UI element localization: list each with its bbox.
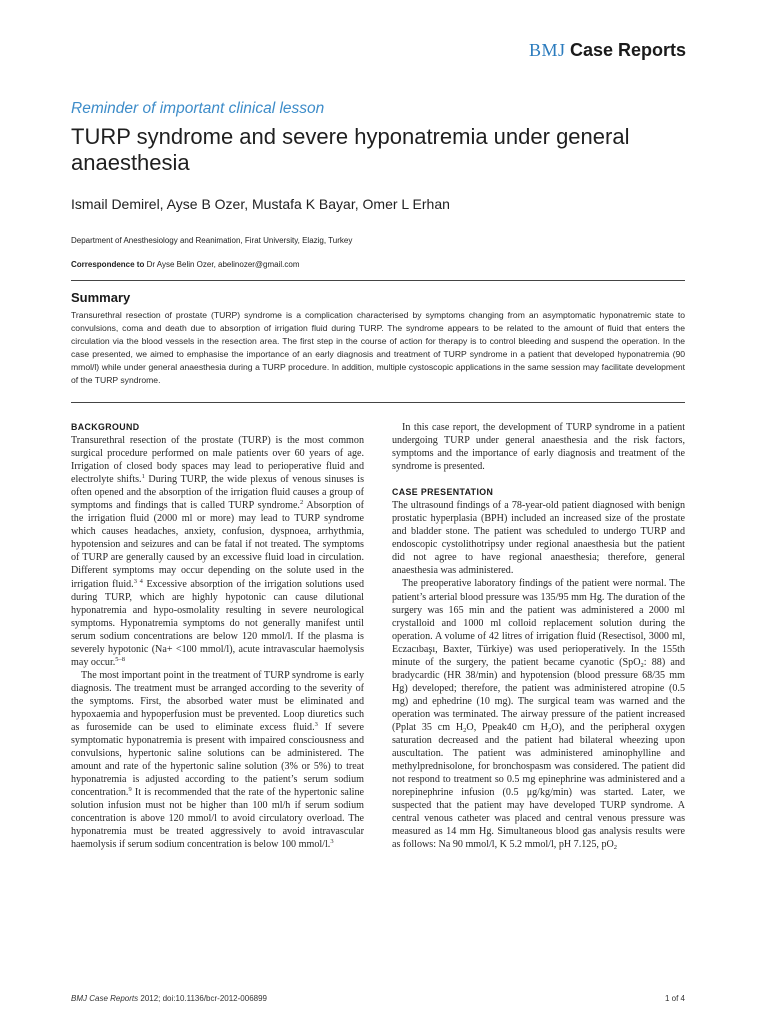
citation: 1 — [141, 473, 145, 481]
citation: 9 — [128, 786, 132, 794]
page-number: 1 of 4 — [664, 994, 685, 1003]
background-paragraph-1: Transurethral resection of the prostate (TURP) is the most common surgical procedure performed on male patients over 60 years of age. Irrigation of closed body spaces may lead to perioperative fluid and electrolyte shifts.$^1$ During TURP, the wide plexus of venous sinuses is often opened and the absorption of the irrigation fluid causes a group of symptoms and findings that is called TURP syndrome.$^2$ Absorption of the irrigation fluid (2000 ml or more) may lead to TURP syndrome which causes headaches, anxiety, confusion, dyspnoea, arrhythmia, hypotension and seizures and can be fatal if not treated. The symptoms of TURP are generally caused by an excessive fluid load in circulation. Different symptoms may occur depending on the solute used in the irrigation fluid.$^{3 4}$ Excessive absorption of the irrigation solutions used during TURP, which are highly hypotonic can cause dilutional hyponatremia and hypo-osmolality resulting in severe neurological symptoms. Hyponatremia symptoms do not generally manifest until serum sodium concentrations are below 120 mmol/l. If the plasma is severely hypotonic (Na+ <100 mmol/l), acute intravascular haemolysis may occur.$^{5-8}$ — [71, 435, 365, 668]
summary-top-rule — [71, 280, 685, 281]
correspondence-label: Correspondence to — [71, 260, 145, 269]
summary-heading: Summary — [71, 290, 131, 305]
journal-name: Case Reports — [569, 40, 686, 60]
subscript: 2 — [613, 844, 618, 852]
affiliation: Department of Anesthesiology and Reanimation, Firat University, Elazig, Turkey — [71, 236, 353, 245]
case-paragraph-2: The preoperative laboratory findings of the patient were normal. The patient’s arterial blood pressure was 135/95 mm Hg. The duration of the surgery was 165 min and the patient was administered a 2000 ml crystalloid and 1000 ml colloid replacement solution during the operation. A volume of 42 litres of irrigation fluid (Resectisol, 3000 ml, Eczacıbaşı, Baxter, Türkiye) was used perioperatively. In the 155th minute of the surgery, the patient became cyanotic (SpO$_2$: 88) and bradycardic (HR 38/min) and hypotension (blood pressure 68/35 mm Hg) developed; therefore, the patient was administered atropine (0.5 mg) and ephedrine (10 mg). The surgical team was warned and the operation was terminated. The airway pressure of the patient increased (Pplat 35 cm $H_2O$, Ppeak40 cm $H_2O$), and the peripheral oxygen saturation decreased and the patient had bilateral wheezing upon auscultation. The patient was administered aminophylline and methylprednisolone, for bronchospasm was considered. The patient did not respond to treatment so 0.5 mg epinephrine was administered and a norepinephrine infusion (0.5 μg/kg/min) was started. Later, we suspected that the patient may have developed TURP syndrome. A central venous catheter was placed and central venous pressure was measured as 14 mm Hg. Simultaneous blood gas analysis results were as follows: Na 90 mmol/l, K 5.2 mmol/l, pH 7.125, $pO_2$ — [392, 578, 685, 852]
summary-bottom-rule — [71, 402, 685, 403]
citation: 3 — [330, 838, 334, 846]
right-column — [392, 421, 685, 851]
background-paragraph-2: The most important point in the treatment of TURP syndrome is early diagnosis. The treatment must be arranged according to the severity of the symptoms. First, the absorbed water must be eliminated and hypoxaemia and hypoperfusion must be prevented. Loop diuretics such as furosemide can be used to eliminate excess fluid.$^3$ If severe symptomatic hyponatremia is present with impaired consciousness and convulsions, hypertonic saline solutions can be administered. The amount and rate of the hypertonic saline solution (3% or 5%) to treat hyponatremia is adjusted according to the patient’s serum sodium concentration.$^9$ It is recommended that the rate of the hypertonic saline solution infusion must not be higher than 100 ml/h if serum sodium concentration is above 120 mmol/l to avoid circulatory overload. The hyponatremia must be treated aggressively to avoid intravascular haemolysis if serum sodium concentration is below 100 mmol/l.$^3$ — [71, 669, 364, 851]
citation: 5–8 — [115, 655, 126, 663]
background-heading: BACKGROUND — [71, 422, 140, 432]
footer-citation — [71, 994, 267, 1003]
footer-journal: BMJ Case Reports — [71, 994, 139, 1003]
subscript: 2 — [547, 726, 552, 734]
left-column — [71, 422, 364, 852]
subscript: 2 — [463, 726, 467, 734]
citation: 2 — [299, 499, 304, 507]
case-presentation-heading: CASE PRESENTATION — [392, 487, 494, 498]
correspondence — [71, 260, 300, 269]
author-list: Ismail Demirel, Ayse B Ozer, Mustafa K Bayar, Omer L Erhan — [71, 196, 450, 212]
correspondence-details: Dr Ayse Belin Ozer, abelinozer@gmail.com — [146, 260, 300, 269]
article-category: Reminder of important clinical lesson — [71, 100, 325, 117]
article-title: TURP syndrome and severe hyponatremia under general anaesthesia — [71, 124, 630, 175]
citation: 3 — [314, 721, 318, 729]
summary-text: Transurethral resection of prostate (TURP) syndrome is a complication characterised by symptoms changing from an asymptomatic hyponatremic state to convulsions, coma and death due to absorption of irrigation fluid during TURP. The syndrome appears to be related to the amount of fluid that enters the circulation via the blood vessels in the resection area. The first step in the course of action for therapy is to control bleeding and suspend the operation. In the case presented, we aimed to emphasise the importance of an early diagnosis and treatment of TURP syndrome in a patient that developed hyponatremia (90 mmol/l) while under general anaesthesia during a TURP procedure. In addition, multiple cystoscopic applications in the same session may facilitate development of the TURP syndrome. — [71, 310, 685, 385]
intro-paragraph: In this case report, the development of TURP syndrome in a patient undergoing TURP under general anaesthesia and the risk factors, symptoms and the importance of early diagnosis and treatment of the syndrome is presented. — [392, 422, 685, 473]
journal-masthead — [529, 40, 686, 61]
journal-prefix: BMJ — [528, 40, 566, 60]
case-paragraph-1: The ultrasound findings of a 78-year-old patient diagnosed with benign prostatic hyperplasia (BPH) included an increased size of the prostate and bladder stone. The patient was scheduled to undergo TURP and endoscopic cystolithotripsy under regional anaesthesia but the patient did not agree to have regional anaesthesia; therefore, general anaesthesia was administered. — [392, 500, 685, 577]
citation: 3 4 — [133, 577, 143, 585]
subscript: 2 — [640, 661, 644, 669]
footer-doi: 2012; doi:10.1136/bcr-2012-006899 — [138, 994, 267, 1003]
